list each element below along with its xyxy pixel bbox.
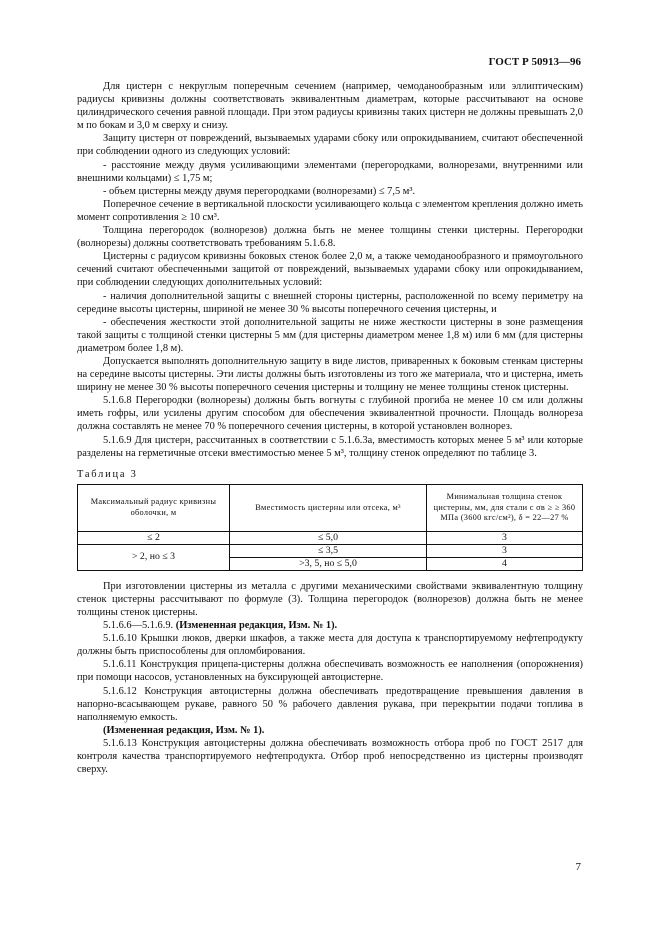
amendment-note: (Измененная редакция, Изм. № 1). bbox=[103, 724, 265, 736]
table-row bbox=[78, 544, 583, 557]
table-cell: 3 bbox=[427, 544, 583, 557]
table-caption: Таблица 3 bbox=[77, 468, 138, 480]
paragraph: - обеспечения жесткости этой дополнительной защиты не ниже жесткости цистерны в зоне размещения такой защиты с толщиной стенки цистерны 5 мм (для цистерны диаметром менее 1,8 м) или 6 мм (для цистерны диаметром более 1,8 м). bbox=[77, 316, 583, 354]
table-header-row bbox=[78, 484, 583, 531]
table-cell: ≤ 3,5 bbox=[230, 544, 427, 557]
amendment-note: (Измененная редакция, Изм. № 1). bbox=[175, 620, 338, 632]
table-cell: ≤ 5,0 bbox=[230, 531, 427, 544]
document-code: ГОСТ Р 50913—96 bbox=[488, 56, 581, 68]
paragraph: 5.1.6.12 Конструкция автоцистерны должна обеспечивать предотвращение превышения давления в напорно-всасывающем рукаве, равного 50 % рабочего давления рукава, при перекрытии подачи топлива в наполняемую емкость. bbox=[77, 685, 583, 723]
paragraph: Цистерны с радиусом кривизны боковых стенок более 2,0 м, а также чемоданообразного и прямоугольного сечений считают обеспеченными защитой от повреждений, вызываемых ударами сбоку или опрокидыванием, при соблюдении следующих дополнительных условий: bbox=[77, 251, 583, 289]
paragraph: 5.1.6.11 Конструкция прицепа-цистерны должна обеспечивать возможность ее наполнения (опорожнения) при помощи насосов, установленных на буксирующей автоцистерне. bbox=[77, 659, 583, 684]
table-cell: ≤ 2 bbox=[78, 531, 230, 544]
paragraph: 5.1.6.13 Конструкция автоцистерны должна обеспечивать возможность отбора проб по ГОСТ 2517 для контроля качества транспортируемого нефтепродукта. Отбор проб непосредственно из цистерны производят сверху. bbox=[77, 737, 583, 776]
paragraph: 5.1.6.8 Перегородки (волнорезы) должны быть вогнуты с глубиной прогиба не менее 10 см или должны иметь гофры, или усилены другим способом для обеспечения эквивалентной прочности. Площадь волнореза должна составлять не менее 70 % поперечного сечения цистерны, в которой установлен волнорез. bbox=[77, 395, 583, 433]
paragraph bbox=[77, 619, 583, 632]
table-cell: 3 bbox=[427, 531, 583, 544]
table-header-cell: Максимальный радиус кривизны оболочки, м bbox=[78, 484, 230, 531]
table-cell: 4 bbox=[427, 557, 583, 570]
body-text bbox=[77, 80, 583, 776]
paragraph: Поперечное сечение в вертикальной плоскости усиливающего кольца с элементом крепления должно иметь момент сопротивления ≥ 10 см³. bbox=[77, 198, 583, 223]
paragraph: 5.1.6.10 Крышки люков, дверки шкафов, а также места для доступа к транспортируемому нефтепродукту должны быть приспособлены для опломбирования. bbox=[77, 633, 583, 658]
table-cell: >3, 5, но ≤ 5,0 bbox=[230, 557, 427, 570]
paragraph bbox=[77, 724, 583, 737]
page-number: 7 bbox=[575, 860, 581, 873]
table-header-cell: Вместимость цистерны или отсека, м³ bbox=[230, 484, 427, 531]
table-cell: > 2, но ≤ 3 bbox=[78, 544, 230, 570]
paragraph: 5.1.6.9 Для цистерн, рассчитанных в соответствии с 5.1.6.3а, вместимость которых менее 5 м³ или которые разделены на герметичные отсеки вместимостью менее 5 м³, толщину стенок определяют по таблице 3. bbox=[77, 434, 583, 459]
paragraph: - наличия дополнительной защиты с внешней стороны цистерны, расположенной по всему периметру на середине высоты цистерны, шириной не менее 30 % высоты поперечного сечения цистерны, и bbox=[77, 290, 583, 315]
text-after-table bbox=[77, 580, 583, 776]
paragraph: Для цистерн с некруглым поперечным сечением (например, чемоданообразным или эллиптическим) радиусы кривизны должны соответствовать эквивалентным диаметрам, которые рассчитывают на основе цилиндрического сечения равной площади. При этом радиусы кривизны таких цистерн не должны превышать 2,0 м по бокам и 3,0 м сверху и снизу. bbox=[77, 81, 583, 132]
paragraph: Защиту цистерн от повреждений, вызываемых ударами сбоку или опрокидыванием, считают обеспеченной при соблюдении одного из следующих условий: bbox=[77, 133, 583, 158]
paragraph: Толщина перегородок (волнорезов) должна быть не менее толщины стенки цистерны. Перегородки (волнорезы) должны соответствовать требованиям 5.1.6.8. bbox=[77, 225, 583, 250]
table-3 bbox=[77, 484, 583, 571]
paragraph: - объем цистерны между двумя перегородками (волнорезами) ≤ 7,5 м³. bbox=[103, 185, 416, 197]
table-header-cell: Минимальная толщина стенок цистерны, мм, для стали с σв ≥ ≥ 360 МПа (3600 кгс/см²), δ = 22—27 % bbox=[427, 484, 583, 531]
paragraph: - расстояние между двумя усиливающими элементами (перегородками, волнорезами, внутренними или внешними кольцами) ≤ 1,75 м; bbox=[77, 159, 583, 184]
paragraph: При изготовлении цистерны из металла с другими механическими свойствами эквивалентную толщину стенок цистерны рассчитывают по формуле (3). Толщина перегородок (волнорезов) должна быть не менее толщины стенок цистерны. bbox=[77, 580, 583, 618]
table-row bbox=[78, 531, 583, 544]
paragraph-text: 5.1.6.6—5.1.6.9. bbox=[103, 620, 176, 632]
paragraph: Допускается выполнять дополнительную защиту в виде листов, приваренных к боковым стенкам цистерны на середине высоты цистерны. Эти листы должны быть изготовлены из того же материала, что и цистерна, иметь ширину не менее 30 % высоты поперечного сечения цистерны и толщину не менее толщины стенок цистерны. bbox=[77, 355, 583, 394]
